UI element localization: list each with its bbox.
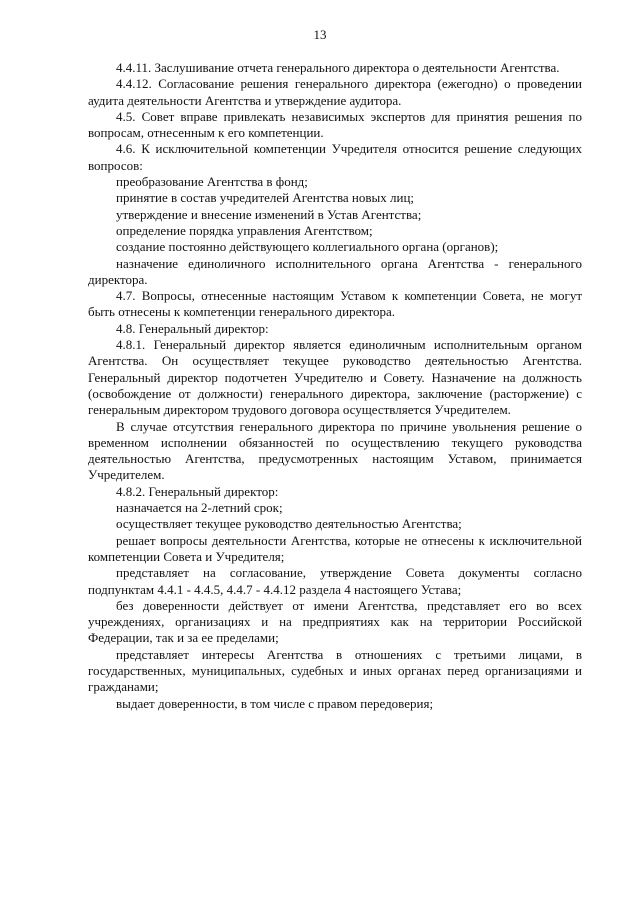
list-item: определение порядка управления Агентством; <box>116 222 373 238</box>
list-item: назначается на 2-летний срок; <box>116 500 283 516</box>
paragraph-4-8-2: 4.8.2. Генеральный директор: <box>116 483 279 499</box>
paragraph-4-6: 4.6. К исключительной компетенции Учредителя относится решение следующих вопросов: <box>88 141 582 173</box>
page-number: 13 <box>313 27 327 42</box>
list-item: представляет на согласование, утверждение Совета документы согласно подпунктам 4.4.1 - 4.4.5, 4.4.7 - 4.4.12 раздела 4 настоящего Устава; <box>88 565 582 597</box>
list-item: принятие в состав учредителей Агентства новых лиц; <box>116 190 415 206</box>
list-item: назначение единоличного исполнительного органа Агентства - генерального директора. <box>88 255 582 287</box>
list-item: без доверенности действует от имени Агентства, представляет его во всех учреждениях, организациях и на предприятиях как на территории Российской Федерации, так и за ее пределами; <box>88 597 582 646</box>
paragraph-4-4-12: 4.4.12. Согласование решения генерального директора (ежегодно) о проведении аудита деятельности Агентства и утверждение аудитора. <box>88 76 582 108</box>
list-item: преобразование Агентства в фонд; <box>116 174 308 190</box>
list-item: выдает доверенности, в том числе с правом передоверия; <box>116 695 434 711</box>
document-body <box>88 60 582 712</box>
paragraph-4-7: 4.7. Вопросы, отнесенные настоящим Уставом к компетенции Совета, не могут быть отнесены к компетенции генерального директора. <box>88 288 582 320</box>
list-item: утверждение и внесение изменений в Устав Агентства; <box>116 206 422 222</box>
paragraph-4-8: 4.8. Генеральный директор: <box>116 320 269 336</box>
list-item: представляет интересы Агентства в отношениях с третьими лицами, в государственных, муниципальных, судебных и иных органах перед организациями и гражданами; <box>88 646 582 695</box>
paragraph-4-4-11: 4.4.11. Заслушивание отчета генерального директора о деятельности Агентства. <box>116 60 560 75</box>
paragraph-absence: В случае отсутствия генерального директора по причине увольнения решение о временном исполнении обязанностей по осуществлению текущего руководства деятельностью Агентства, предусмотренных настоящим Уставом, принимается Учредителем. <box>88 418 582 483</box>
list-item: осуществляет текущее руководство деятельностью Агентства; <box>116 516 462 532</box>
paragraph-4-5: 4.5. Совет вправе привлекать независимых экспертов для принятия решения по вопросам, отнесенным к его компетенции. <box>88 108 582 141</box>
list-item: решает вопросы деятельности Агентства, которые не отнесены к исключительной компетенции Совета и Учредителя; <box>88 532 582 564</box>
list-item: создание постоянно действующего коллегиального органа (органов); <box>116 239 499 255</box>
paragraph-4-8-1: 4.8.1. Генеральный директор является единоличным исполнительным органом Агентства. Он осуществляет текущее руководство деятельностью Агентства. Генеральный директор подотчетен Учредителю и Совету. Назначение на должность (освобождение от должности) генерального директора, заключение (расторжение) с генеральным директором трудового договора осуществляется Учредителем. <box>88 337 582 418</box>
